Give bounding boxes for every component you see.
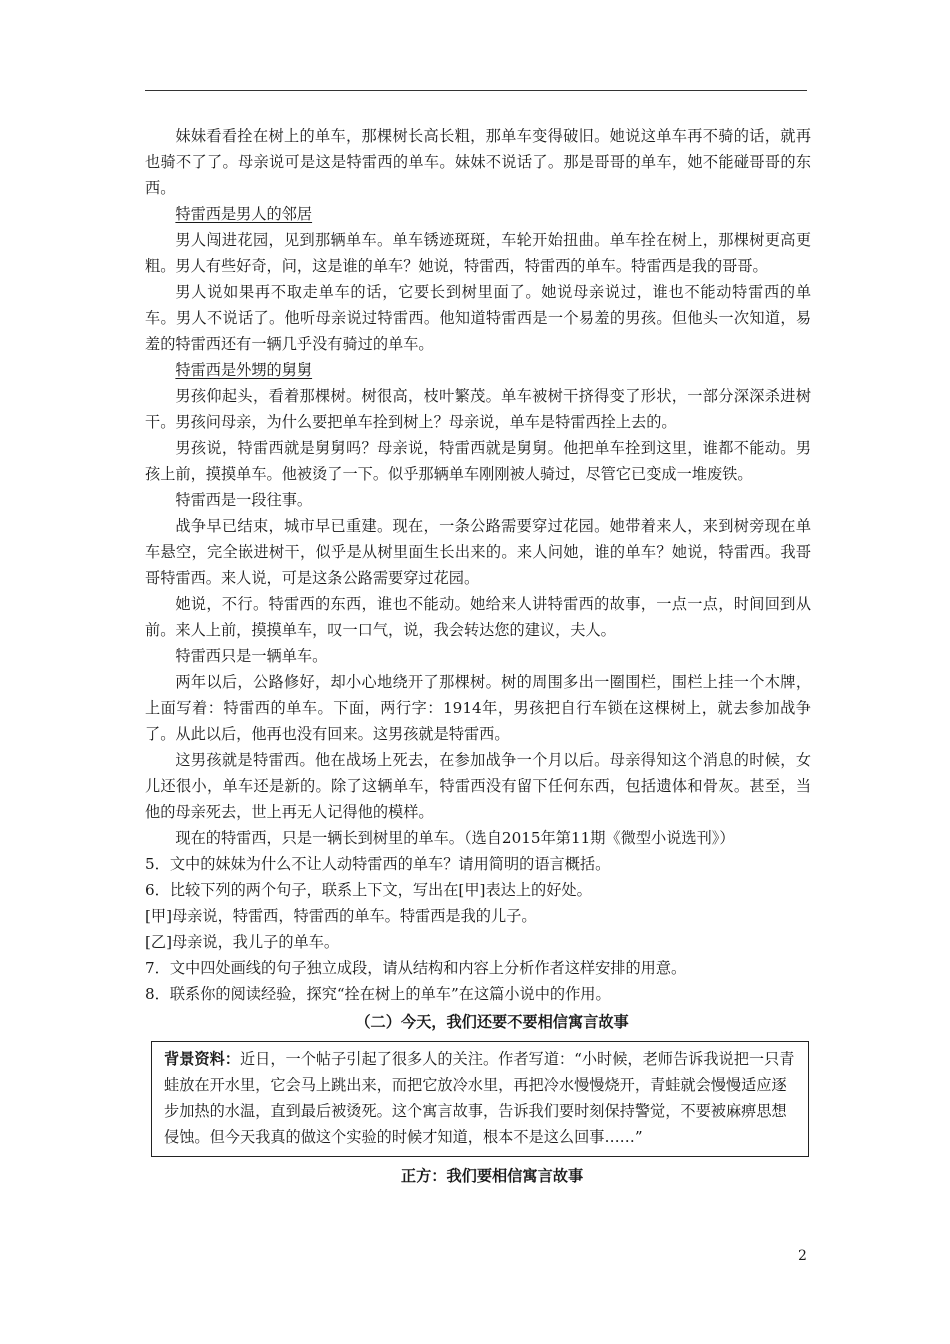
story-paragraph: 男孩说，特雷西就是舅舅吗？母亲说，特雷西就是舅舅。他把单车拴到这里，谁都不能动。男孩上前，摸摸单车。他被烫了一下。似乎那辆单车刚刚被人骑过，尽管它已变成一堆废铁。 [145, 439, 811, 483]
question-6-sentence-b: [乙]母亲说，我儿子的单车。 [145, 933, 340, 951]
underlined-heading [145, 357, 811, 383]
question-5: 5．文中的妹妹为什么不让人动特雷西的单车？请用简明的语言概括。 [145, 855, 611, 873]
story-paragraph: 男人说如果再不取走单车的话，它要长到树里面了。她说母亲说过，谁也不能动特雷西的单车。男人不说话了。他听母亲说过特雷西。他知道特雷西是一个易羞的男孩。但他头一次知道，易羞的特雷西还有一辆几乎没有骑过的单车。 [145, 283, 811, 353]
background-material-box [151, 1041, 809, 1157]
story-paragraph: 妹妹看看拴在树上的单车，那棵树长高长粗，那单车变得破旧。她说这单车再不骑的话，就再也骑不了了。母亲说可是这是特雷西的单车。妹妹不说话了。那是哥哥的单车，她不能碰哥哥的东西。 [145, 127, 811, 197]
question-6-sentence-a: [甲]母亲说，特雷西，特雷西的单车。特雷西是我的儿子。 [145, 907, 537, 925]
section-heading: 特雷西只是一辆单车。 [175, 647, 328, 665]
question-7: 7．文中四处画线的句子独立成段，请从结构和内容上分析作者这样安排的用意。 [145, 959, 687, 977]
underlined-sentence: 特雷西是外甥的舅舅 [175, 361, 313, 379]
story-paragraph: 现在的特雷西，只是一辆长到树里的单车。（选自2015年第11期《微型小说选刊》） [175, 829, 735, 847]
question-6: 6．比较下列的两个句子，联系上下文，写出在[甲]表达上的好处。 [145, 881, 592, 899]
story-paragraph: 两年以后，公路修好，却小心地绕开了那棵树。树的周围多出一圈围栏，围栏上挂一个木牌，上面写着：特雷西的单车。下面，两行字：1914年，男孩把自行车锁在这棵树上，就去参加战争了。从此以后，他再也没有回来。这男孩就是特雷西。 [145, 673, 811, 743]
page-content [145, 123, 811, 1189]
background-label: 背景资料： [164, 1050, 240, 1068]
section-heading: 特雷西是一段往事。 [175, 491, 313, 509]
header-rule [145, 90, 807, 91]
underlined-sentence: 特雷西是男人的邻居 [175, 205, 313, 223]
story-paragraph: 男人闯进花园，见到那辆单车。单车锈迹斑斑，车轮开始扭曲。单车拴在树上，那棵树更高更粗。男人有些好奇，问，这是谁的单车？她说，特雷西，特雷西的单车。特雷西是我的哥哥。 [145, 231, 811, 275]
story-paragraph: 她说，不行。特雷西的东西，谁也不能动。她给来人讲特雷西的故事，一点一点，时间回到从前。来人上前，摸摸单车，叹一口气，说，我会转达您的建议，夫人。 [145, 595, 811, 639]
story-paragraph: 男孩仰起头，看着那棵树。树很高，枝叶繁茂。单车被树干挤得变了形状，一部分深深杀进树干。男孩问母亲，为什么要把单车拴到树上？母亲说，单车是特雷西拴上去的。 [145, 387, 811, 431]
affirmative-side-title: 正方：我们要相信寓言故事 [400, 1167, 584, 1185]
underlined-heading [145, 201, 811, 227]
story-paragraph: 这男孩就是特雷西。他在战场上死去，在参加战争一个月以后。母亲得知这个消息的时候，女儿还很小，单车还是新的。除了这辆单车，特雷西没有留下任何东西，包括遗体和骨灰。甚至，当他的母亲死去，世上再无人记得他的模样。 [145, 751, 811, 821]
story-paragraph: 战争早已结束，城市早已重建。现在，一条公路需要穿过花园。她带着来人，来到树旁现在单车悬空，完全嵌进树干，似乎是从树里面生长出来的。来人问她，谁的单车？她说，特雷西。我哥哥特雷西。来人说，可是这条公路需要穿过花园。 [145, 517, 811, 587]
page-number: 2 [798, 1248, 807, 1264]
question-8: 8．联系你的阅读经验，探究“拴在树上的单车”在这篇小说中的作用。 [145, 985, 611, 1003]
background-text: 近日，一个帖子引起了很多人的关注。作者写道：“小时候，老师告诉我说把一只青蛙放在开水里，它会马上跳出来，而把它放冷水里，再把冷水慢慢烧开，青蛙就会慢慢适应逐步加热的水温，直到最后被烫死。这个寓言故事，告诉我们要时刻保持警觉，不要被麻痹思想侵蚀。但今天我真的做这个实验的时候才知道，根本不是这么回事……” [164, 1050, 795, 1146]
section-2-title: （二）今天，我们还要不要相信寓言故事 [355, 1013, 629, 1031]
